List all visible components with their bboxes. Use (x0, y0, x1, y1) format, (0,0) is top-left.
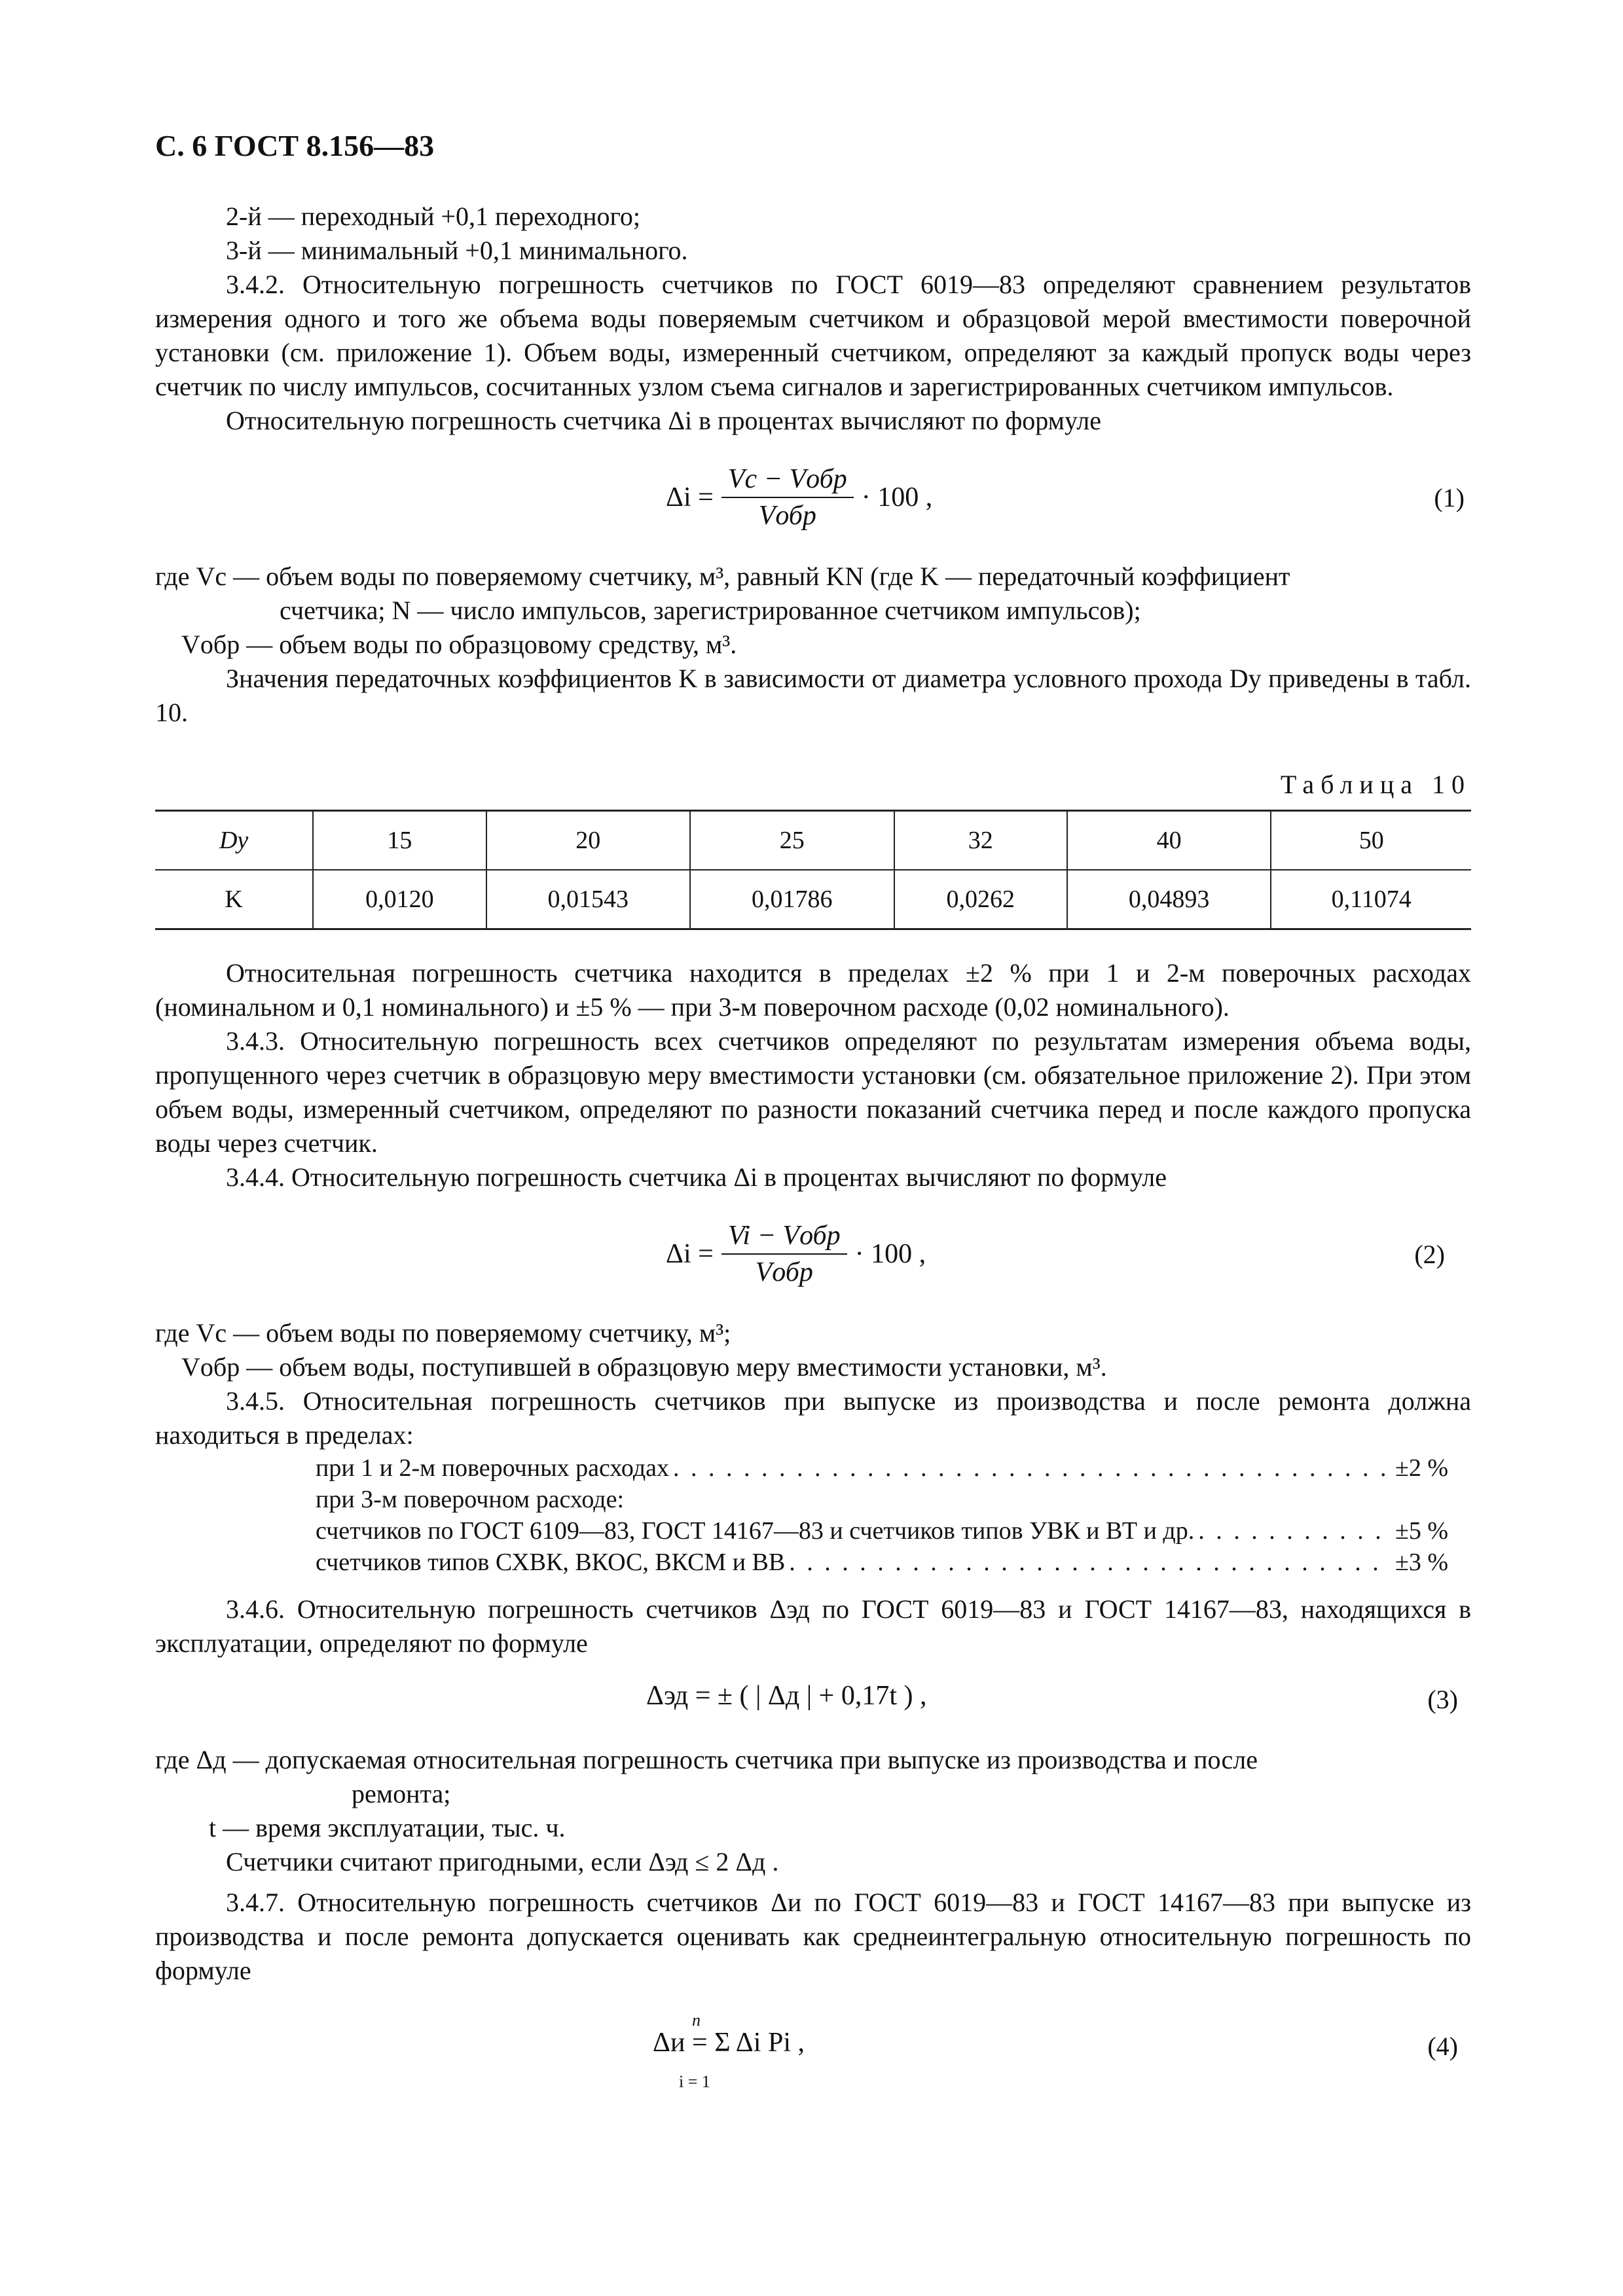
formula1-tail: · 100 , (861, 482, 933, 512)
limits-list (316, 1452, 1448, 1578)
formula2-tail: · 100 , (854, 1239, 926, 1269)
formula4-expr: Δи = Σ Δi Pi , (653, 2028, 805, 2058)
where2-line2: Vобр — объем воды, поступившей в образцовую меру вместимости установки, м³. (181, 1352, 1107, 1382)
formula1-fraction (721, 463, 854, 532)
paragraph-3-4-3: 3.4.3. Относительную погрешность всех счетчиков определяют по результатам измерения объема воды, пропущенного через счетчик в образцовую меру вместимости установки (см. обязательное приложение 2). При этом объем воды, измеренный счетчиком, определяют по разности показаний счетчика перед и после каждого пропуска воды через счетчик. (155, 1026, 1471, 1158)
formula2-fraction (721, 1219, 847, 1289)
table10-col: 50 (1271, 811, 1471, 870)
document-page (155, 128, 1471, 2109)
limits-label: при 3-м поверочном расходе: (316, 1486, 625, 1513)
limits-list-item (316, 1484, 1448, 1515)
table10-col: 32 (894, 811, 1067, 870)
formula1-intro: Относительную погрешность счетчика Δi в процентах вычисляют по формуле (226, 406, 1101, 435)
paragraph-3-4-2: 3.4.2. Относительную погрешность счетчиков по ГОСТ 6019—83 определяют сравнением результатов измерения одного и того же объема воды поверяемым счетчиком и образцовой мерой вместимости поверочной установки (см. приложение 1). Объем воды, измеренный счетчиком, определяют за каждый пропуск воды через счетчик по числу импульсов, сосчитанных узлом съема сигналов и зарегистрированных счетчиком импульсов. (155, 270, 1471, 401)
intro-line-2: 2-й — переходный +0,1 переходного; (226, 202, 641, 231)
limits-value: ±2 % (1395, 1454, 1448, 1482)
paragraph-error-limits: Относительная погрешность счетчика находится в пределах ±2 % при 1 и 2-м поверочных расходах (номинальном и 0,1 номинального) и ±5 % — при 3-м поверочном расходе (0,02 номинального). (155, 958, 1471, 1022)
leader-dots (1198, 1515, 1391, 1547)
table10-col: 25 (690, 811, 894, 870)
formula-3 (155, 1672, 1471, 1731)
formula3-expr: Δэд = ± ( | Δд | + 0,17t ) , (646, 1681, 927, 1711)
formula-1 (155, 450, 1471, 548)
paragraph-3-4-4: 3.4.4. Относительную погрешность счетчика Δi в процентах вычисляют по формуле (226, 1162, 1167, 1192)
formula1-numerator: Vc − Vобр (721, 463, 854, 498)
formula2-number: (2) (1414, 1240, 1445, 1269)
intro-line-3: 3-й — минимальный +0,1 минимального. (226, 236, 688, 265)
limits-label: счетчиков по ГОСТ 6109—83, ГОСТ 14167—83 и счетчиков типов УВК и ВТ и др. (316, 1517, 1195, 1545)
limits-value: ±5 % (1395, 1517, 1448, 1545)
where1-line1: где Vc — объем воды по поверяемому счетчику, м³, равный KN (где K — передаточный коэффициент (155, 562, 1290, 591)
where2-line1: где Vc — объем воды по поверяемому счетчику, м³; (155, 1318, 731, 1348)
table10-col: 15 (313, 811, 486, 870)
table10-cell: 0,04893 (1067, 870, 1271, 929)
paragraph-k-values: Значения передаточных коэффициентов K в зависимости от диаметра условного прохода Dу приведены в табл. 10. (155, 664, 1471, 727)
leader-dots (673, 1452, 1391, 1484)
limits-value: ±3 % (1395, 1549, 1448, 1576)
formula1-number: (1) (1434, 483, 1465, 512)
paragraph-3-4-5: 3.4.5. Относительная погрешность счетчиков при выпуске из производства и после ремонта должна находиться в пределах: (155, 1386, 1471, 1450)
paragraph-3-4-6: 3.4.6. Относительную погрешность счетчиков Δэд по ГОСТ 6019—83 и ГОСТ 14167—83, находящихся в эксплуатации, определяют по формуле (155, 1594, 1471, 1658)
limits-list-item (316, 1452, 1448, 1484)
table10-cell: 0,01786 (690, 870, 894, 929)
formula4-number: (4) (1427, 2032, 1458, 2061)
table10-cell: 0,0262 (894, 870, 1067, 929)
table10-cell: 0,01543 (486, 870, 691, 929)
formula-2 (155, 1206, 1471, 1304)
where3-line3: t — время эксплуатации, тыс. ч. (209, 1813, 566, 1842)
table10-row-label: K (155, 870, 313, 929)
table10-header-row (155, 811, 1471, 870)
formula1-lhs: Δi = (666, 482, 714, 512)
where3-line1: где Δд — допускаемая относительная погрешность счетчика при выпуске из производства и после (155, 1745, 1258, 1774)
table10-header-label: Dу (155, 811, 313, 870)
formula2-denominator: Vобр (755, 1257, 813, 1287)
page-header: С. 6 ГОСТ 8.156—83 (155, 129, 435, 162)
formula4-upper: n (692, 2011, 701, 2030)
leader-dots (789, 1547, 1391, 1578)
formula-4 (155, 2000, 1471, 2098)
where3-line2: ремонта; (352, 1779, 451, 1808)
paragraph-suitable: Счетчики считают пригодными, если Δэд ≤ 2 Δд . (226, 1847, 779, 1876)
table10-cell: 0,0120 (313, 870, 486, 929)
where1-line3: Vобр — объем воды по образцовому средству, м³. (181, 630, 737, 659)
formula3-number: (3) (1427, 1685, 1458, 1714)
limits-list-item (316, 1547, 1448, 1578)
limits-label: счетчиков типов СХВК, ВКОС, ВКСМ и ВВ (316, 1549, 786, 1576)
table10-col: 40 (1067, 811, 1271, 870)
where1-line2: счетчика; N — число импульсов, зарегистрированное счетчиком импульсов); (280, 596, 1141, 625)
formula1-denominator: Vобр (758, 501, 816, 531)
paragraph-3-4-7: 3.4.7. Относительную погрешность счетчиков Δи по ГОСТ 6019—83 и ГОСТ 14167—83 при выпуске из производства и после ремонта допускается оценивать как среднеинтегральную относительную погрешность по формуле (155, 1888, 1471, 1985)
limits-label: при 1 и 2-м поверочных расходах (316, 1454, 670, 1482)
table10-col: 20 (486, 811, 691, 870)
table10-caption: Таблица 10 (1280, 770, 1471, 799)
formula2-lhs: Δi = (666, 1239, 714, 1269)
table-10 (155, 810, 1471, 930)
formula4-lower: i = 1 (679, 2072, 710, 2091)
table10-value-row (155, 870, 1471, 929)
limits-list-item (316, 1515, 1448, 1547)
formula2-numerator: Vi − Vобр (721, 1219, 847, 1255)
table10-cell: 0,11074 (1271, 870, 1471, 929)
